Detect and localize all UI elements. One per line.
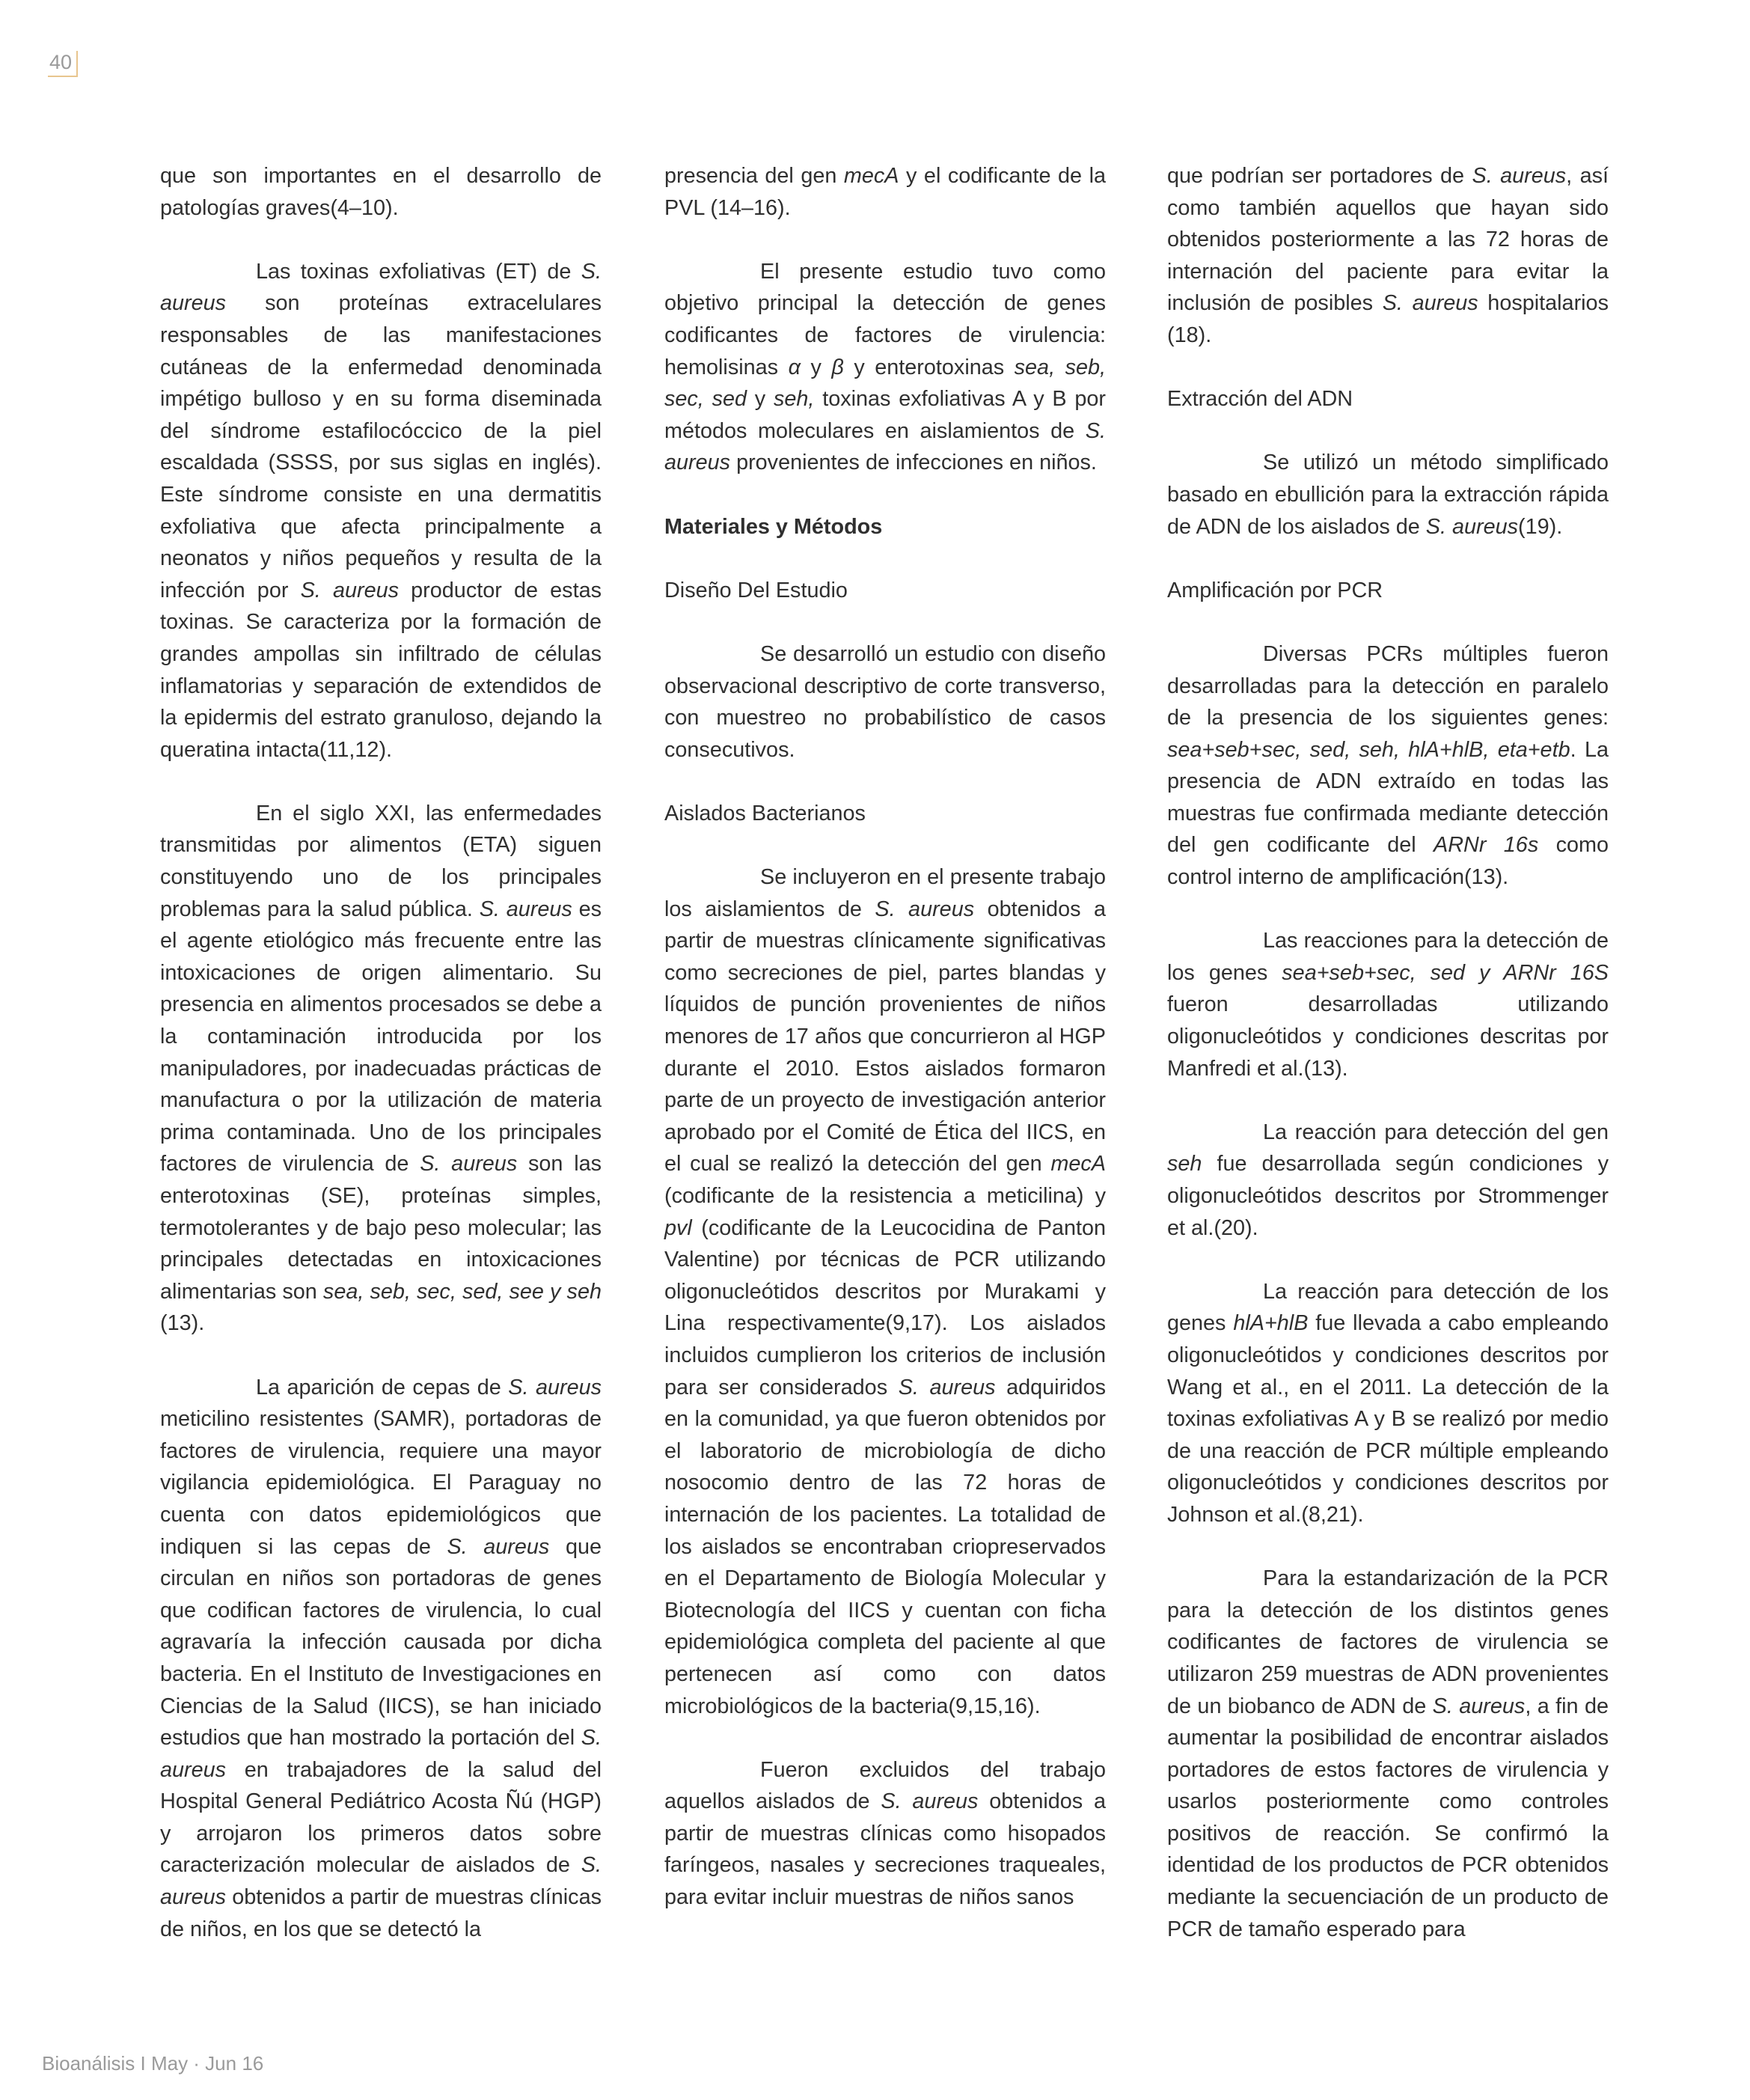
body-paragraph: presencia del gen mecA y el codificante de la PVL (14–16). (664, 164, 1106, 220)
body-paragraph: Las reacciones para la detección de los genes sea+seb+sec, sed y ARNr 16S fueron desarrolladas utilizando oligonucleótidos y condiciones descritas por Manfredi et al.(13). (1167, 929, 1609, 1081)
body-paragraph: que son importantes en el desarrollo de patologías graves(4–10). (160, 164, 602, 220)
body-paragraph: Se utilizó un método simplificado basado en ebullición para la extracción rápida de ADN de los aislados de S. aureus(19). (1167, 451, 1609, 539)
page-footer: Bioanálisis I May · Jun 16 (42, 2052, 264, 2075)
section-heading: Aislados Bacterianos (664, 801, 866, 825)
body-paragraph: Diversas PCRs múltiples fueron desarrolladas para la detección en paralelo de la presencia de los siguientes genes: sea+seb+sec, sed, seh, hlA+hlB, eta+etb. La presencia de ADN extraído en todas las muestras fue confirmada mediante detección del gen codificante del ARNr 16s como control interno de amplificación(13). (1167, 641, 1609, 890)
body-paragraph: Para la estandarización de la PCR para la detección de los distintos genes codificantes de factores de virulencia se utilizaron 259 muestras de ADN provenientes de un biobanco de ADN de S. aureus, a fin de aumentar la posibilidad de encontrar aislados portadores de estos factores de virulencia y usarlos posteriormente como controles positivos de reacción. Se confirmó la identidad de los productos de PCR obtenidos mediante la secuenciación de un producto de PCR de tamaño esperado para (1167, 1566, 1609, 1941)
section-heading: Amplificación por PCR (1167, 578, 1383, 602)
body-paragraph: que podrían ser portadores de S. aureus, así como también aquellos que hayan sido obtenidos posteriormente a las 72 horas de internación del paciente para evitar la inclusión de posibles S. aureus hospitalarios (18). (1167, 164, 1609, 347)
article-column-3 (1167, 160, 1609, 1977)
body-paragraph: Las toxinas exfoliativas (ET) de S. aureus son proteínas extracelulares responsables de las manifestaciones cutáneas de la enfermedad denominada impétigo bulloso y en su forma diseminada del síndrome estafilocóccico de la piel escaldada (SSSS, por sus siglas en inglés). Este síndrome consiste en una dermatitis exfoliativa que afecta principalmente a neonatos y niños pequeños y resulta de la infección por S. aureus productor de estas toxinas. Se caracteriza por la formación de grandes ampollas sin infiltrado de células inflamatorias y separación de extendidos de la epidermis del estrato granuloso, dejando la queratina intacta(11,12). (160, 259, 602, 762)
article-column-2 (664, 160, 1106, 1945)
body-paragraph: La reacción para detección de los genes hlA+hlB fue llevada a cabo empleando oligonucleótidos y condiciones descritos por Wang et al., en el 2011. La detección de la toxinas exfoliativas A y B se realizó por medio de una reacción de PCR múltiple empleando oligonucleótidos y condiciones descritos por Johnson et al.(8,21). (1167, 1279, 1609, 1527)
body-paragraph: La aparición de cepas de S. aureus meticilino resistentes (SAMR), portadoras de factores de virulencia, requiere una mayor vigilancia epidemiológica. El Paraguay no cuenta con datos epidemiológicos que indiquen si las cepas de S. aureus que circulan en niños son portadoras de genes que codifican factores de virulencia, lo cual agravaría la infección causada por dicha bacteria. En el Instituto de Investigaciones en Ciencias de la Salud (IICS), se han iniciado estudios que han mostrado la portación del S. aureus en trabajadores de la salud del Hospital General Pediátrico Acosta Ñú (HGP) y arrojaron los primeros datos sobre caracterización molecular de aislados de S. aureus obtenidos a partir de muestras clínicas de niños, en los que se detectó la (160, 1375, 602, 1941)
body-paragraph: En el siglo XXI, las enfermedades transmitidas por alimentos (ETA) siguen constituyendo uno de los principales problemas para la salud pública. S. aureus es el agente etiológico más frecuente entre las intoxicaciones de origen alimentario. Su presencia en alimentos procesados se debe a la contaminación introducida por los manipuladores, por inadecuadas prácticas de manufactura o por la utilización de materia prima contaminada. Uno de los principales factores de virulencia de S. aureus son las enterotoxinas (SE), proteínas simples, termotolerantes y de bajo peso molecular; las principales detectadas en intoxicaciones alimentarias son sea, seb, sec, sed, see y seh (13). (160, 801, 602, 1336)
article-column-1 (160, 160, 602, 1977)
body-paragraph: Se desarrolló un estudio con diseño observacional descriptivo de corte transverso, con muestreo no probabilístico de casos consecutivos. (664, 641, 1106, 762)
section-heading: Diseño Del Estudio (664, 578, 848, 602)
page-number: 40 (48, 51, 78, 77)
body-paragraph: Fueron excluidos del trabajo aquellos aislados de S. aureus obtenidos a partir de muestras clínicas como hisopados faríngeos, nasales y secreciones traqueales, para evitar incluir muestras de niños sanos (664, 1757, 1106, 1910)
body-paragraph: El presente estudio tuvo como objetivo principal la detección de genes codificantes de factores de virulencia: hemolisinas α y β y enterotoxinas sea, seb, sec, sed y seh, toxinas exfoliativas A y B por métodos moleculares en aislamientos de S. aureus provenientes de infecciones en niños. (664, 259, 1107, 475)
body-paragraph: La reacción para detección del gen seh fue desarrollada según condiciones y oligonucleótidos descritos por Strommenger et al.(20). (1167, 1120, 1609, 1240)
body-paragraph: Se incluyeron en el presente trabajo los aislamientos de S. aureus obtenidos a partir de muestras clínicamente significativas como secreciones de piel, partes blandas y líquidos de punción provenientes de niños menores de 17 años que concurrieron al HGP durante el 2010. Estos aislados formaron parte de un proyecto de investigación anterior aprobado por el Comité de Ética del IICS, en el cual se realizó la detección del gen mecA (codificante de la resistencia a meticilina) y pvl (codificante de la Leucocidina de Panton Valentine) por técnicas de PCR utilizando oligonucleótidos descritos por Murakami y Lina respectivamente(9,17). Los aislados incluidos cumplieron los criterios de inclusión para ser considerados S. aureus adquiridos en la comunidad, ya que fueron obtenidos por el laboratorio de microbiología de dicho nosocomio dentro de las 72 horas de internación de los pacientes. La totalidad de los aislados se encontraban criopreservados en el Departamento de Biología Molecular y Biotecnología del IICS y cuentan con ficha epidemiológica completa del paciente al que pertenecen así como con datos microbiológicos de la bacteria(9,15,16). (664, 865, 1106, 1718)
section-heading: Extracción del ADN (1167, 387, 1353, 412)
section-heading: Materiales y Métodos (664, 514, 883, 539)
